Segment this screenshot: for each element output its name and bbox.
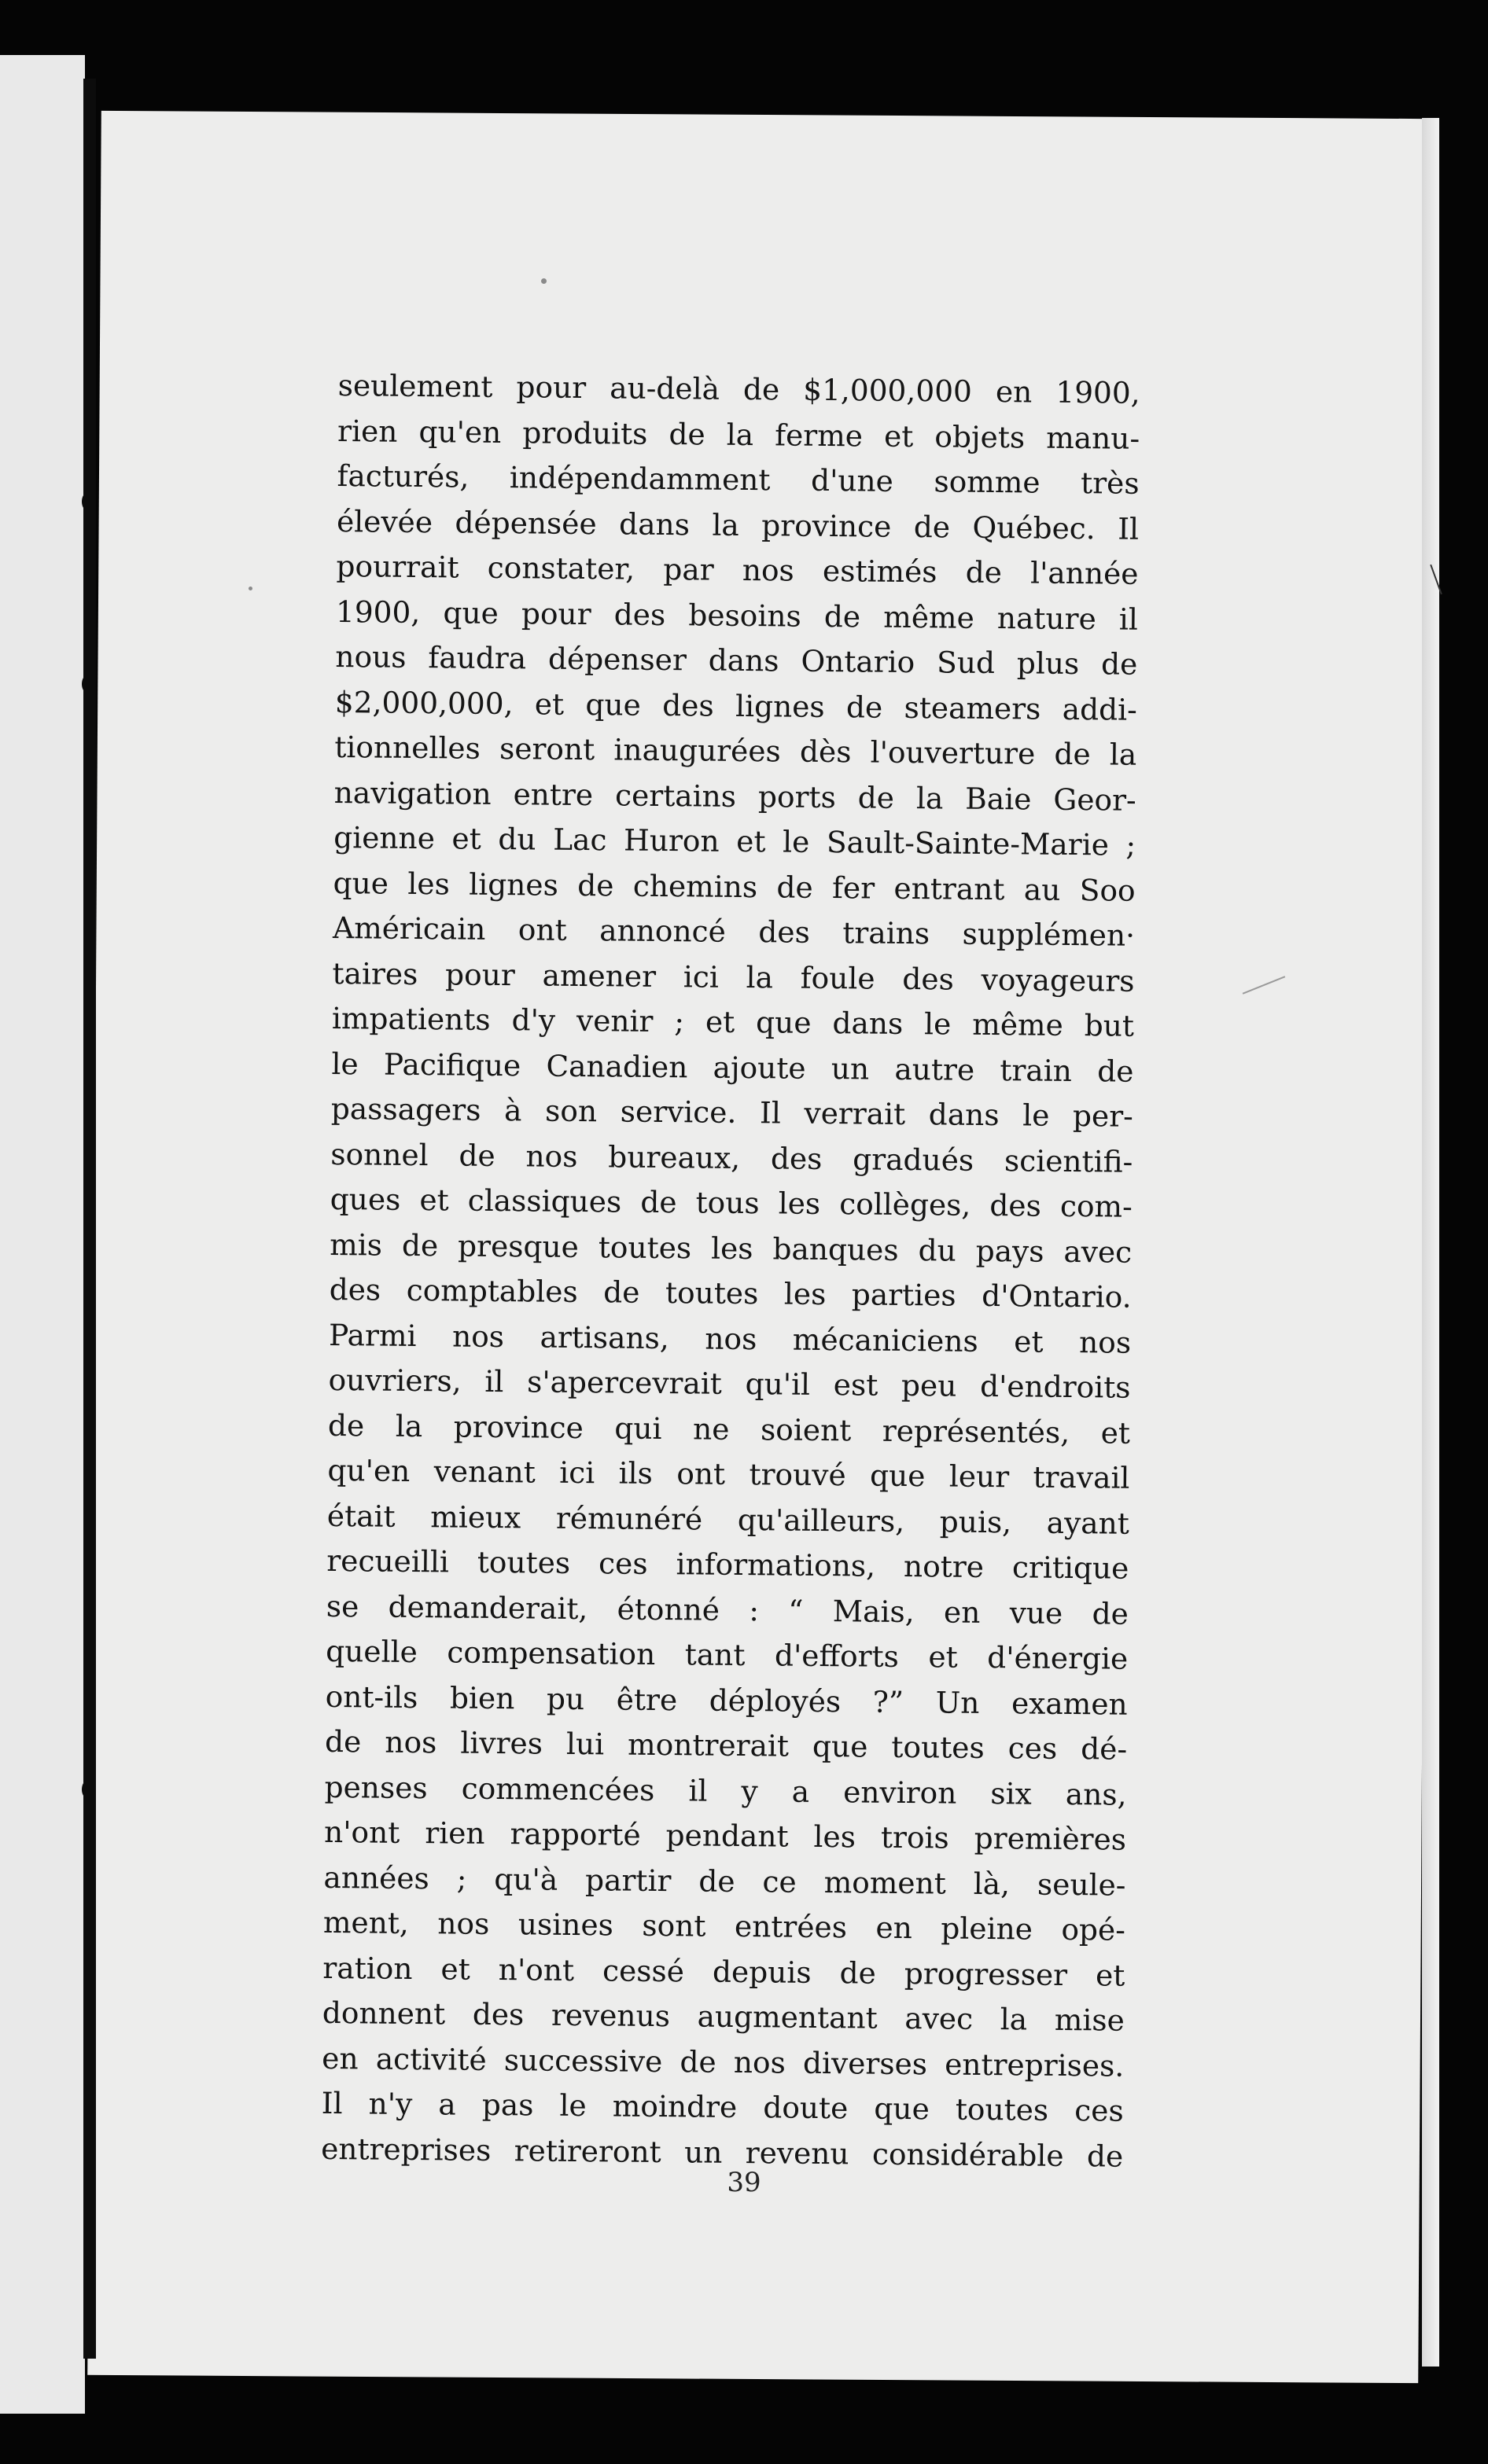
text-line: ont-ils bien pu être déployés ?” Un examen (325, 1679, 1128, 1722)
text-line: se demanderait, étonné : “ Mais, en vue de (326, 1588, 1129, 1631)
page-edge-shadow (1422, 118, 1439, 2367)
text-line: rien qu'en produits de la ferme et objets manu- (337, 413, 1140, 456)
text-line: des comptables de toutes les parties d'Ontario. (329, 1271, 1132, 1315)
text-line: ques et classiques de tous les collèges, des com- (330, 1181, 1133, 1224)
facing-page-edge (0, 55, 85, 2414)
text-line: en activité successive de nos diverses entreprises. (322, 2040, 1125, 2083)
text-line: impatients d'y venir ; et que dans le même but (331, 1000, 1135, 1043)
dust-speck (541, 278, 547, 284)
page-number: 39 (727, 2167, 761, 2198)
text-line: nous faudra dépenser dans Ontario Sud plus de (335, 638, 1138, 682)
text-line: taires pour amener ici la foule des voyageurs (332, 955, 1135, 998)
text-line: Parmi nos artisans, nos mécaniciens et nos (328, 1317, 1132, 1360)
dust-speck (249, 587, 252, 590)
text-line: ouvriers, il s'apercevrait qu'il est peu d'endroits (328, 1362, 1131, 1405)
text-line: élevée dépensée dans la province de Québec. Il (336, 503, 1140, 546)
text-line: qu'en venant ici ils ont trouvé que leur travail (327, 1452, 1130, 1495)
text-line: navigation entre certains ports de la Baie Geor- (333, 774, 1136, 818)
text-line: ration et n'ont cessé depuis de progresser et (322, 1950, 1125, 1993)
text-line: entreprises retireront un revenu considérable de (320, 2131, 1124, 2174)
text-line: facturés, indépendamment d'une somme très (337, 458, 1140, 501)
text-line: n'ont rien rapporté pendant les trois premières (323, 1814, 1127, 1857)
text-line: Américain ont annoncé des trains supplémen· (332, 910, 1136, 953)
text-line: mis de presque toutes les banques du pays avec (330, 1226, 1133, 1270)
text-line: années ; qu'à partir de ce moment là, seule- (323, 1859, 1126, 1903)
text-line: de la province qui ne soient représentés, et (327, 1407, 1131, 1451)
text-line: recueilli toutes ces informations, notre critique (326, 1543, 1129, 1586)
text-line: que les lignes de chemins de fer entrant au Soo (333, 865, 1136, 908)
text-line: tionnelles seront inaugurées dès l'ouverture de la (334, 729, 1137, 772)
binding-gutter (83, 79, 96, 2359)
text-line: quelle compensation tant d'efforts et d'énergie (326, 1633, 1129, 1676)
text-line: passagers à son service. Il verrait dans le per- (330, 1090, 1134, 1134)
text-line: gienne et du Lac Huron et le Sault-Sainte-Marie ; (333, 819, 1136, 862)
text-line: le Pacifique Canadien ajoute un autre train de (331, 1046, 1134, 1089)
text-line: de nos livres lui montrerait que toutes ces dé- (324, 1723, 1128, 1767)
text-line: Il n'y a pas le moindre doute que toutes ces (321, 2085, 1124, 2128)
text-line: penses commencées il y a environ six ans, (324, 1769, 1127, 1812)
text-line: était mieux rémunéré qu'ailleurs, puis, ayant (326, 1498, 1130, 1541)
text-line: $2,000,000, et que des lignes de steamers addi- (334, 684, 1138, 727)
text-line: donnent des revenus augmentant avec la mise (322, 1995, 1125, 2038)
text-line: seulement pour au-delà de $1,000,000 en 1900, (337, 367, 1140, 410)
binding-hole (82, 1780, 94, 1799)
text-line: pourrait constater, par nos estimés de l'année (336, 548, 1139, 591)
binding-hole (82, 675, 94, 693)
binding-hole (82, 492, 94, 511)
text-line: 1900, que pour des besoins de même nature il (335, 594, 1139, 637)
text-line: ment, nos usines sont entrées en pleine opé- (322, 1904, 1126, 1947)
text-line: sonnel de nos bureaux, des gradués scientifi- (330, 1136, 1133, 1179)
body-text (321, 363, 1140, 2179)
